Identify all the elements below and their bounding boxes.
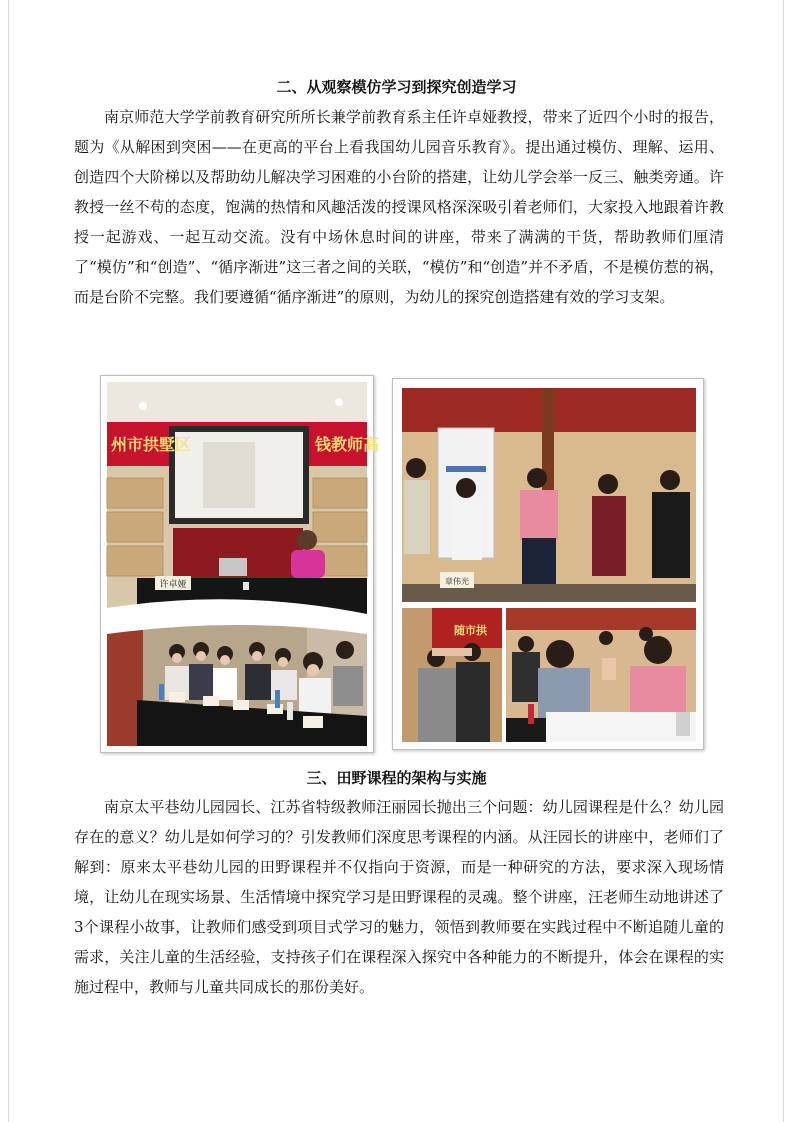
section-paragraph-field-curriculum: 南京太平巷幼儿园园长、江苏省特级教师汪丽园长抛出三个问题：幼儿园课程是什么？幼儿园存在的意义？幼儿是如何学习的？引发教师们深度思考课程的内涵。从汪园长的讲座中，老师们了解到：原来太平巷幼儿园的田野课程并不仅指向于资源，而是一种研究的方法，要求深入现场情境，让幼儿在现实场景、生活情境中探究学习是田野课程的灵魂。整个讲座，汪老师生动地讲述了3个课程小故事，让教师们感受到项目式学习的魅力，领悟到教师要在实践过程中不断追随儿童的需求，关注儿童的生活经验，支持孩子们在课程深入探究中各种能力的不断提升，体会在课程的实施过程中，教师与儿童共同成长的那份美好。	[74, 798, 724, 996]
photo-collage-lecture	[100, 375, 380, 753]
banner-text-left: 州市拱墅区	[111, 435, 192, 454]
section-paragraph-observation: 南京师范大学学前教育研究所所长兼学前教育系主任许卓娅教授，带来了近四个小时的报告，题为《从解困到突困——在更高的平台上看我国幼儿园音乐教育》。提出通过模仿、理解、运用、创造四个大阶梯以及帮助幼儿解决学习困难的小台阶的搭建，让幼儿学会举一反三、触类旁通。许教授一丝不苟的态度，饱满的热情和风趣活泼的授课风格深深吸引着老师们，大家投入地跟着许教授一起游戏、一起互动交流。没有中场休息时间的讲座，带来了满满的干货，帮助教师们厘清了“模仿”和“创造”、“循序渐进”这三者之间的关联，“模仿”和“创造”并不矛盾，不是模仿惹的祸，而是台阶不完整。我们要遵循“循序渐进”的原则，为幼儿的探究创造搭建有效的学习支架。	[74, 108, 724, 306]
photo-collage-interaction	[392, 378, 704, 750]
banner-text-small: 随市拱	[454, 624, 487, 637]
page-border-right	[783, 0, 784, 1122]
photo-hand-clapping	[506, 608, 696, 742]
nameplate-lecturer: 许卓娅	[159, 580, 187, 590]
section-heading-observation: 二、从观察模仿学习到探究创造学习	[276, 78, 517, 96]
photo-lecture-stage	[107, 382, 380, 618]
banner-text-right: 钱教师高	[315, 435, 380, 454]
photo-audience-teachers	[107, 620, 367, 746]
nameplate-participant: 章伟光	[445, 577, 469, 586]
section-heading-field-curriculum: 三、田野课程的架构与实施	[306, 769, 487, 787]
photo-pair-exercise	[402, 608, 502, 742]
page-border-left	[8, 0, 9, 1122]
photo-teachers-dancing	[402, 388, 696, 602]
